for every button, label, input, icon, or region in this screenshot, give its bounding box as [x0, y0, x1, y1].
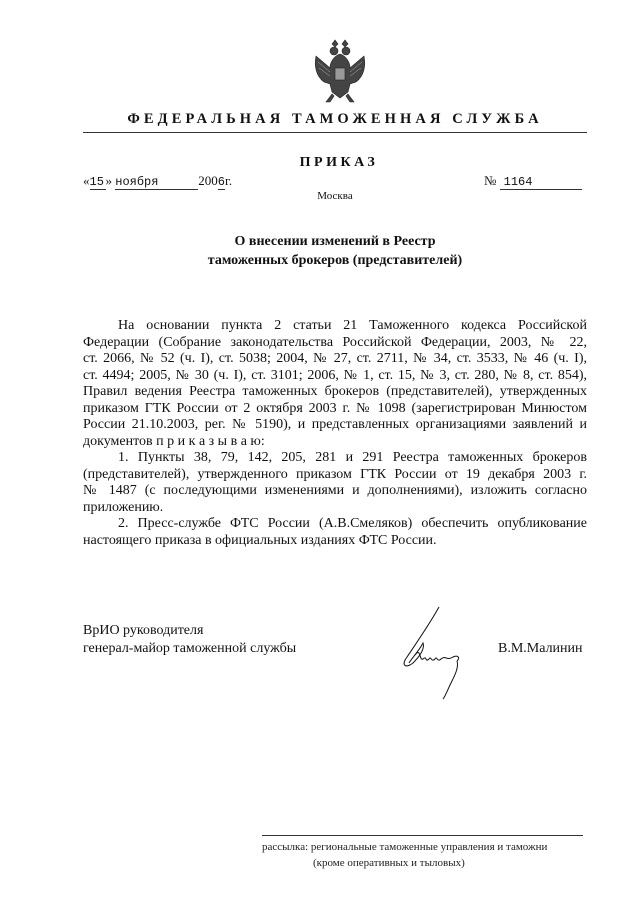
body-line: приложению. — [83, 499, 164, 515]
body-line: ст. 4494; 2005, № 30 (ч. I), ст. 3101; 2006, № 1, ст. 15, № 3, ст. 280, № 8, ст. 854), — [83, 367, 587, 383]
date-year-suffix: 6 — [217, 175, 225, 189]
document-type: ПРИКАЗ — [299, 155, 379, 170]
signer-position-line-1: ВрИО руководителя — [83, 623, 204, 638]
agency-name: ФЕДЕРАЛЬНАЯ ТАМОЖЕННАЯ СЛУЖБА — [127, 111, 543, 127]
distribution-line-1: рассылка: региональные таможенные управления и таможни — [262, 841, 548, 853]
footer-divider — [262, 835, 583, 836]
date-day: 15 — [89, 175, 104, 189]
coat-of-arms-emblem — [310, 38, 370, 104]
header-divider — [83, 132, 587, 133]
date-year-prefix: 200 — [198, 173, 218, 188]
date-quote-open: « — [83, 173, 90, 188]
order-date — [83, 173, 232, 190]
signer-position-line-2: генерал-майор таможенной службы — [83, 641, 297, 656]
body-line: 1. Пункты 38, 79, 142, 205, 281 и 291 Реестра таможенных брокеров — [118, 450, 587, 465]
body-line: настоящего приказа в официальных изданиях ФТС России. — [83, 532, 437, 548]
body-line: 2. Пресс-службе ФТС России (А.В.Смеляков) обеспечить опубликование — [118, 516, 587, 531]
date-month: ноября — [115, 175, 198, 190]
date-quote-close: » — [105, 173, 112, 188]
body-line: № 1487 (с последующими изменениями и дополнениями), изложить согласно — [83, 483, 587, 498]
number-value: 1164 — [500, 175, 582, 190]
body-line: Правил ведения Реестра таможенных брокеров (представителей), утвержденных — [83, 384, 587, 399]
body-line: документов п р и к а з ы в а ю: — [83, 433, 265, 449]
body-line: ст. 2066, № 52 (ч. I), ст. 5038; 2004, № 27, ст. 2711, № 34, ст. 3533, № 46 (ч. I), — [83, 351, 587, 366]
body-line: Федерации (Собрание законодательства Российской Федерации, 2003, № 22, — [83, 334, 587, 350]
signer-name: В.М.Малинин — [498, 641, 583, 656]
body-line: приказом ГТК России от 2 октября 2003 г. № 1098 (зарегистрирован Минюстом — [83, 400, 587, 416]
body-line: На основании пункта 2 статьи 21 Таможенного кодекса Российской — [118, 318, 587, 333]
subject-line-1: О внесении изменений в Реестр — [234, 234, 436, 249]
handwritten-signature — [395, 605, 475, 700]
number-label: № — [484, 173, 497, 188]
date-year-abbr: г. — [224, 173, 233, 188]
city: Москва — [317, 190, 353, 202]
subject-line-2: таможенных брокеров (представителей) — [207, 253, 463, 268]
body-line: (представителей), утвержденного приказом ГТК России от 19 декабря 2003 г. — [83, 466, 587, 482]
distribution-line-2: (кроме оперативных и тыловых) — [313, 857, 465, 869]
order-number — [484, 173, 582, 190]
body-line: России 21.10.2003, рег. № 5190), и представленных организациями заявлений и — [83, 417, 587, 432]
